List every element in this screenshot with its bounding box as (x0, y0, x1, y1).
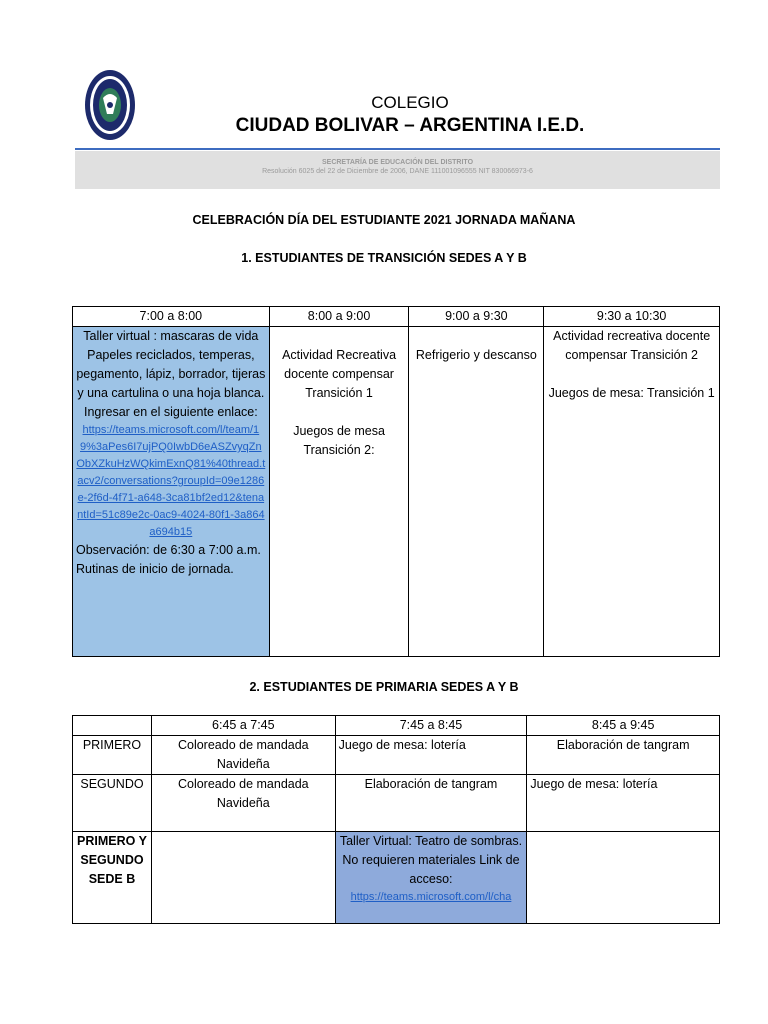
table-cell: Coloreado de mandada Navideña (151, 775, 335, 832)
table-row (73, 775, 720, 832)
column-header (73, 716, 152, 736)
header-band (75, 151, 720, 189)
games-text: Juegos de mesa Transición 2: (293, 424, 385, 457)
row-label: PRIMERO Y SEGUNDO SEDE B (73, 832, 152, 924)
row-label: PRIMERO (73, 736, 152, 775)
workshop-cell (73, 327, 270, 657)
table-header-row (73, 716, 720, 736)
table-cell: Juego de mesa: lotería (335, 736, 527, 775)
observation-text: Observación: de 6:30 a 7:00 a.m. Rutinas de inicio de jornada. (76, 543, 261, 576)
table-cell (151, 832, 335, 924)
school-logo (83, 68, 137, 142)
table-cell: Juego de mesa: lotería (527, 775, 720, 832)
workshop-cell (335, 832, 527, 924)
table-row (73, 832, 720, 924)
activity-cell (544, 327, 720, 657)
column-header: 9:00 a 9:30 (409, 307, 544, 327)
transicion-schedule-table (72, 306, 720, 657)
row-label: SEGUNDO (73, 775, 152, 832)
header-rule (75, 148, 720, 150)
workshop-text: Taller Virtual: Teatro de sombras. No requieren materiales Link de acceso: (339, 834, 523, 886)
column-header: 8:45 a 9:45 (527, 716, 720, 736)
secretaria-label: SECRETARÍA DE EDUCACIÓN DEL DISTRITO (321, 159, 474, 166)
activity-text: Actividad Recreativa docente compensar Transición 1 (282, 348, 397, 400)
section2-heading: 2. ESTUDIANTES DE PRIMARIA SEDES A Y B (249, 680, 519, 694)
column-header: 6:45 a 7:45 (151, 716, 335, 736)
table-row (73, 736, 720, 775)
workshop-text: Taller virtual : mascaras de vida Papeles reciclados, temperas, pegamento, lápiz, borrador, tijeras y una cartulina o una hoja blanca. Ingresar en el siguiente enlace: (76, 329, 266, 419)
table-cell: Coloreado de mandada Navideña (151, 736, 335, 775)
table-row (73, 327, 720, 657)
column-header: 7:00 a 8:00 (73, 307, 270, 327)
resolution-label: Resolución 6025 del 22 de Diciembre de 2006, DANE 111001096555 NIT 830066973-6 (262, 168, 533, 175)
table-header-row (73, 307, 720, 327)
games-text: Juegos de mesa: Transición 1 (548, 386, 715, 400)
table-cell: Elaboración de tangram (335, 775, 527, 832)
teams-link[interactable]: https://teams.microsoft.com/l/cha (350, 891, 512, 903)
break-cell (409, 327, 544, 657)
activity-text: Actividad recreativa docente compensar Transición 2 (553, 329, 711, 362)
table-cell (527, 832, 720, 924)
primaria-schedule-table (72, 715, 720, 924)
section1-heading: 1. ESTUDIANTES DE TRANSICIÓN SEDES A Y B (241, 251, 527, 265)
teams-link[interactable]: https://teams.microsoft.com/l/team/19%3aPes6I7ujPQ0IwbD6eASZvyqZnObXZkuHzWQkimExnQ81%40thread.tacv2/conversations?groupId=09e1286e-2f6d-4f71-a648-3ca81bf2ed12&tenantId=51c89e2c-0ac9-4024-80f1-3a864a694b15 (76, 424, 266, 538)
table-cell: Elaboración de tangram (527, 736, 720, 775)
school-name: CIUDAD BOLIVAR – ARGENTINA I.E.D. (235, 115, 585, 136)
break-text: Refrigerio y descanso (415, 348, 537, 362)
school-label: COLEGIO (371, 93, 449, 112)
column-header: 9:30 a 10:30 (544, 307, 720, 327)
activity-cell (269, 327, 409, 657)
column-header: 7:45 a 8:45 (335, 716, 527, 736)
document-title: CELEBRACIÓN DÍA DEL ESTUDIANTE 2021 JORNADA MAÑANA (192, 213, 576, 227)
column-header: 8:00 a 9:00 (269, 307, 409, 327)
